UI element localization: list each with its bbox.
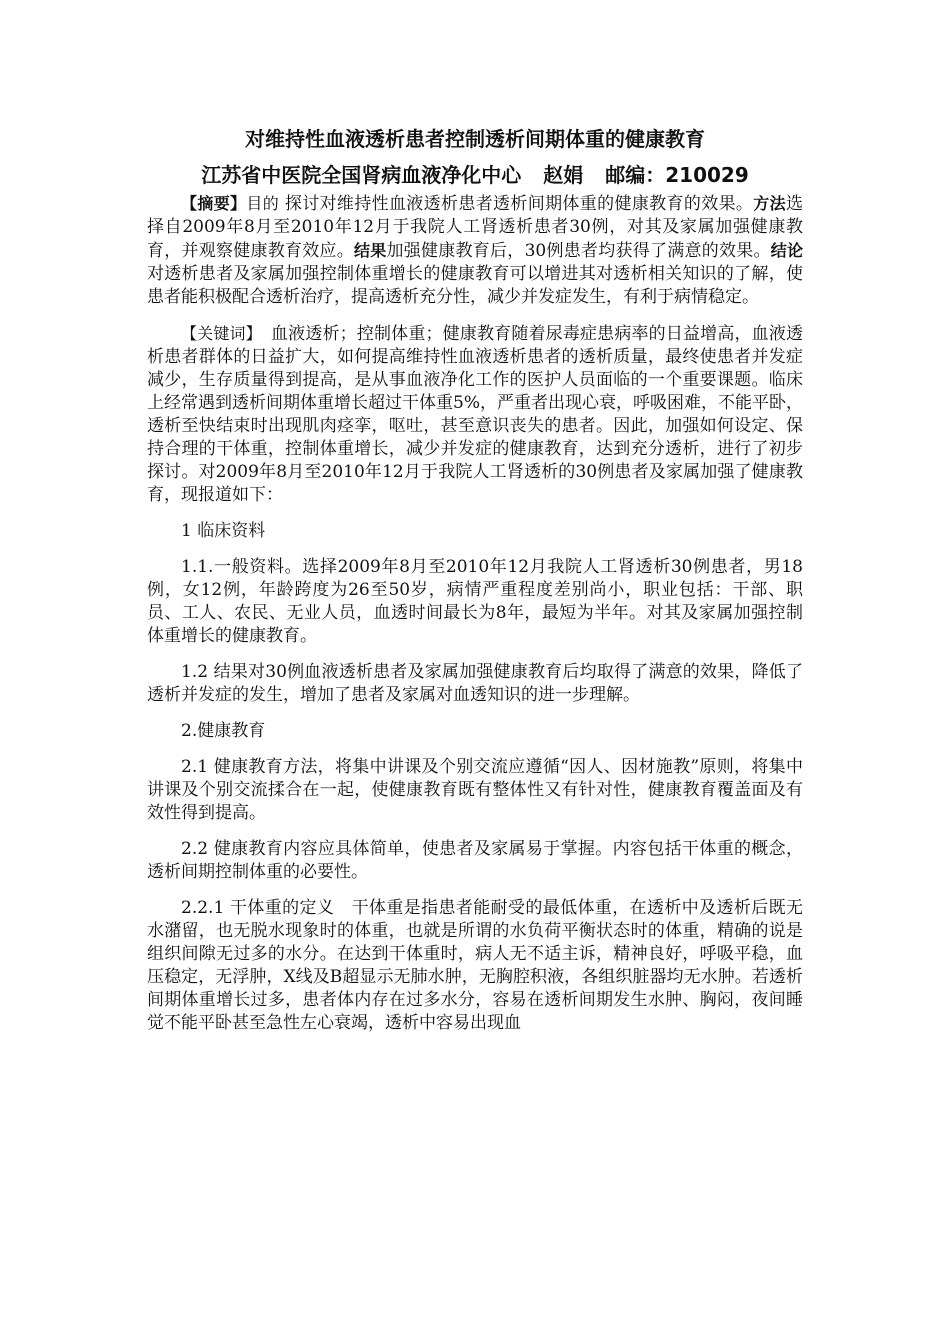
objective-text: 探讨对维持性血液透析患者透析间期体重的健康教育的效果。 xyxy=(279,194,754,214)
author-name: 赵娟 xyxy=(543,163,584,187)
affiliation: 江苏省中医院全国肾病血液净化中心 xyxy=(201,163,522,187)
body-paragraph: 1.2 结果对30例血液透析患者及家属加强健康教育后均取得了满意的效果，降低了透析并发症的发生，增加了患者及家属对血透知识的进一步理解。 xyxy=(147,662,803,705)
objective-label: 目的 xyxy=(246,194,280,213)
conclusion-label: 结论 xyxy=(770,241,803,260)
postcode: 邮编：210029 xyxy=(605,163,749,187)
result-label: 结果 xyxy=(354,241,387,260)
keywords-text: 血液透析；控制体重；健康教育随着尿毒症患病率的日益增高，血液透析患者群体的日益扩大，如何提高维持性血液透析患者的透析质量，最终使患者并发症减少，生存质量得到提高，是从事血液净化工作的医护人员面临的一个重要课题。临床上经常遇到透析间期体重增长超过干体重5%，严重者出现心衰，呼吸困难，不能平卧，透析至快结束时出现肌肉痉挛，呕吐，甚至意识丧失的患者。因此，加强如何设定、保持合理的干体重，控制体重增长，减少并发症的健康教育，达到充分透析，进行了初步探讨。对2009年8月至2010年12月于我院人工肾透析的30例患者及家属加强了健康教育，现报道如下： xyxy=(147,324,803,505)
result-text: 加强健康教育后，30例患者均获得了满意的效果。 xyxy=(386,241,771,261)
keywords-paragraph xyxy=(147,322,803,507)
body-paragraph: 2.1 健康教育方法，将集中讲课及个别交流应遵循“因人、因材施教”原则，将集中讲课及个别交流揉合在一起，使健康教育既有整体性又有针对性，健康教育覆盖面及有效性得到提高。 xyxy=(147,757,803,823)
page-title: 对维持性血液透析患者控制透析间期体重的健康教育 xyxy=(245,127,705,151)
section-heading: 1 临床资料 xyxy=(181,521,266,541)
method-text: 选择自2009年8月至2010年12月于我院人工肾透析患者30例，对其及家属加强健康教育，并观察健康教育效应。 xyxy=(147,194,803,261)
body-paragraph: 1.1.一般资料。选择2009年8月至2010年12月我院人工肾透析30例患者，男18例，女12例，年龄跨度为26至50岁，病情严重程度差别尚小，职业包括：干部、职员、工人、农民、无业人员，血透时间最长为8年，最短为半年。对其及家属加强控制体重增长的健康教育。 xyxy=(147,557,803,646)
author-line xyxy=(147,161,803,189)
body-paragraph: 2.2.1 干体重的定义 干体重是指患者能耐受的最低体重，在透析中及透析后既无水潴留，也无脱水现象时的体重，也就是所谓的水负荷平衡状态时的体重，精确的说是组织间隙无过多的水分。在达到干体重时，病人无不适主诉，精神良好，呼吸平稳，血压稳定，无浮肿，X线及B超显示无肺水肿，无胸腔积液，各组织脏器均无水肿。若透析间期体重增长过多，患者体内存在过多水分，容易在透析间期发生水肿、胸闷，夜间睡觉不能平卧甚至急性左心衰竭，透析中容易出现血 xyxy=(147,898,803,1033)
conclusion-text: 对透析患者及家属加强控制体重增长的健康教育可以增进其对透析相关知识的了解，使患者能积极配合透析治疗，提高透析充分性，减少并发症发生，有利于病情稳定。 xyxy=(147,264,803,307)
method-label: 方法 xyxy=(753,194,786,213)
abstract-label: 【摘要】 xyxy=(181,194,247,213)
body-sections xyxy=(147,520,803,1035)
abstract xyxy=(147,192,803,309)
section-heading: 2.健康教育 xyxy=(181,721,266,741)
document-page xyxy=(147,126,803,1048)
keywords-label: 【关键词】 xyxy=(181,324,254,343)
body-paragraph: 2.2 健康教育内容应具体简单，使患者及家属易于掌握。内容包括干体重的概念，透析间期控制体重的必要性。 xyxy=(147,839,803,882)
